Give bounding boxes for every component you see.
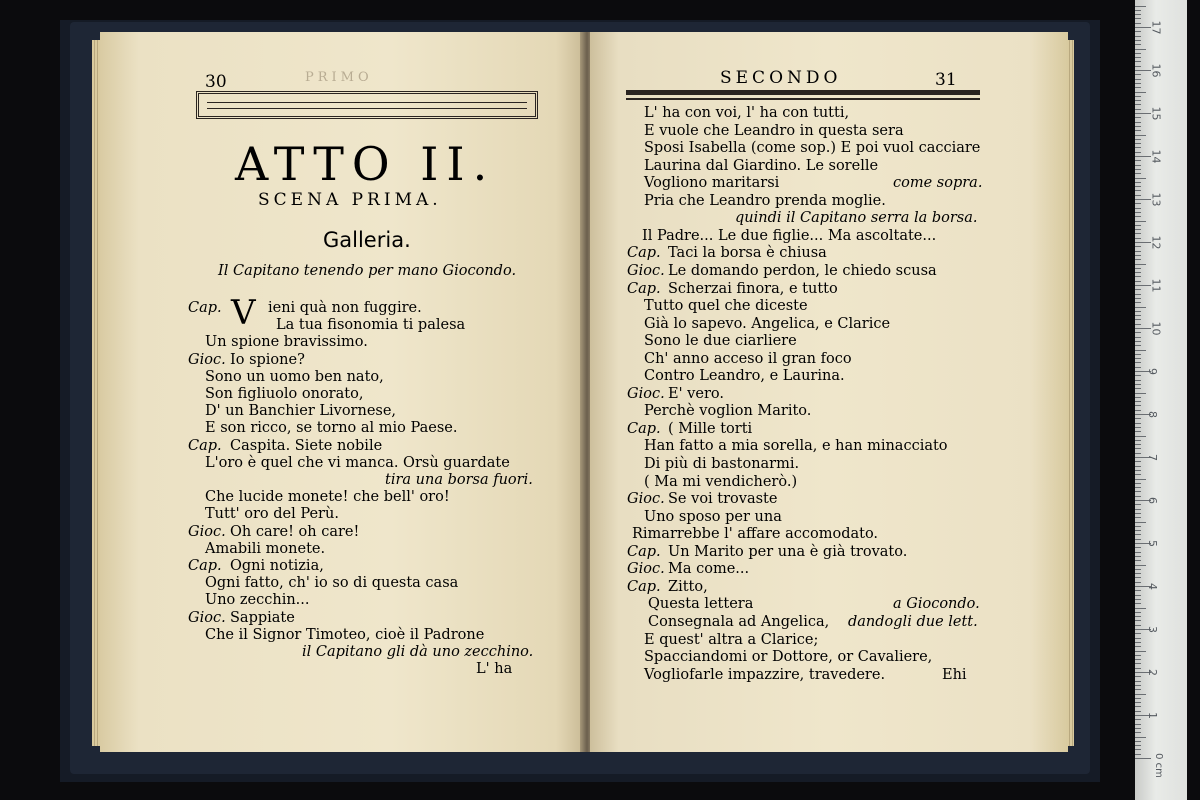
verse-line: E' vero. bbox=[668, 385, 724, 402]
verse-line: Un spione bravissimo. bbox=[205, 334, 368, 351]
verse-line: Amabili monete. bbox=[205, 540, 326, 557]
ruler-tick bbox=[1135, 565, 1146, 566]
ruler-tick bbox=[1135, 332, 1141, 333]
verse-line: L' ha bbox=[476, 661, 513, 678]
speaker-label: Gioc. bbox=[188, 351, 226, 368]
ruler-tick bbox=[1135, 603, 1141, 604]
ruler-tick bbox=[1135, 96, 1141, 97]
ruler-tick bbox=[1135, 651, 1146, 652]
ruler-tick bbox=[1135, 539, 1141, 540]
verse-line: La tua fisonomia ti palesa bbox=[276, 317, 466, 334]
verse-line: Consegnala ad Angelica, bbox=[648, 613, 830, 630]
ruler-number: 7 bbox=[1146, 454, 1159, 461]
ruler-tick bbox=[1135, 216, 1141, 217]
verse-line: Sposi Isabella (come sop.) E poi vuol cacciare bbox=[644, 140, 981, 157]
ruler-tick bbox=[1135, 504, 1141, 505]
ruler-tick bbox=[1135, 483, 1141, 484]
ruler-number: 8 bbox=[1146, 411, 1159, 418]
ruler-tick bbox=[1135, 702, 1141, 703]
left-page-number: 30 bbox=[205, 72, 227, 92]
ruler-tick bbox=[1135, 147, 1141, 148]
stage-direction-inline: come sopra. bbox=[893, 175, 983, 192]
ruler-tick bbox=[1135, 268, 1141, 269]
ruler-tick bbox=[1135, 694, 1146, 695]
ruler-tick bbox=[1135, 405, 1141, 406]
ruler-tick bbox=[1135, 741, 1141, 742]
ruler-tick bbox=[1135, 388, 1141, 389]
ruler-tick bbox=[1135, 530, 1141, 531]
ruler-tick bbox=[1135, 178, 1146, 179]
measuring-ruler bbox=[1135, 0, 1187, 800]
verse-line: Sono un uomo ben nato, bbox=[205, 368, 384, 385]
verse-line: Questa lettera bbox=[648, 596, 754, 613]
ruler-tick bbox=[1135, 259, 1141, 260]
ruler-tick bbox=[1135, 44, 1141, 45]
ruler-tick bbox=[1135, 190, 1141, 191]
ornamental-border bbox=[196, 91, 538, 119]
ruler-tick bbox=[1135, 401, 1141, 402]
ruler-tick bbox=[1135, 10, 1141, 11]
verse-line: Pria che Leandro prenda moglie. bbox=[644, 192, 886, 209]
verse-line: Contro Leandro, e Laurina. bbox=[644, 368, 845, 385]
ruler-tick bbox=[1135, 418, 1141, 419]
ruler-unit-label: 0 cm bbox=[1152, 753, 1164, 778]
ruler-tick bbox=[1135, 517, 1141, 518]
ruler-tick bbox=[1135, 130, 1141, 131]
ruler-tick bbox=[1135, 569, 1141, 570]
verse-line: Di più di bastonarmi. bbox=[644, 456, 800, 472]
ruler-tick bbox=[1135, 367, 1141, 368]
ruler-tick bbox=[1135, 552, 1141, 553]
ruler-tick bbox=[1135, 225, 1141, 226]
ruler-tick bbox=[1135, 18, 1141, 19]
right-page-number: 31 bbox=[935, 70, 957, 90]
verse-line: Ma come... bbox=[668, 561, 750, 578]
ruler-tick bbox=[1135, 126, 1141, 127]
ruler-tick bbox=[1135, 233, 1141, 234]
ruler-tick bbox=[1135, 595, 1141, 596]
running-head: SECONDO bbox=[720, 68, 842, 88]
ruler-tick bbox=[1135, 681, 1141, 682]
ruler-tick bbox=[1135, 61, 1141, 62]
ruler-number: 2 bbox=[1146, 669, 1159, 676]
ruler-tick bbox=[1135, 139, 1141, 140]
verse-line: Io spione? bbox=[230, 351, 305, 368]
ruler-tick bbox=[1135, 294, 1141, 295]
ghost-running-head: PRIMO bbox=[305, 70, 373, 85]
ruler-tick bbox=[1135, 625, 1141, 626]
ruler-tick bbox=[1135, 186, 1141, 187]
ruler-tick bbox=[1135, 221, 1146, 222]
ruler-number: 4 bbox=[1146, 583, 1159, 590]
ruler-tick bbox=[1135, 87, 1141, 88]
ruler-tick bbox=[1135, 749, 1141, 750]
ruler-tick bbox=[1135, 117, 1141, 118]
ruler-tick bbox=[1135, 573, 1141, 574]
ruler-tick bbox=[1135, 436, 1146, 437]
ruler-number: 12 bbox=[1149, 235, 1163, 250]
ruler-tick bbox=[1135, 560, 1141, 561]
verse-line: Vogliono maritarsi bbox=[644, 175, 780, 192]
ruler-tick bbox=[1135, 315, 1141, 316]
ruler-tick bbox=[1135, 676, 1141, 677]
ruler-tick bbox=[1135, 706, 1141, 707]
ruler-tick bbox=[1135, 440, 1141, 441]
ruler-tick bbox=[1135, 758, 1151, 759]
speaker-label: Gioc. bbox=[627, 491, 665, 508]
ruler-tick bbox=[1135, 337, 1141, 338]
ruler-tick bbox=[1135, 165, 1141, 166]
verse-line: E quest' altra a Clarice; bbox=[644, 631, 819, 648]
ruler-tick bbox=[1135, 109, 1141, 110]
ruler-number: 16 bbox=[1149, 63, 1163, 78]
ruler-tick bbox=[1135, 689, 1141, 690]
verse-line: Son figliuolo onorato, bbox=[205, 386, 364, 402]
speaker-label: Cap. bbox=[188, 558, 222, 574]
ruler-tick bbox=[1135, 208, 1141, 209]
speaker-label: Cap. bbox=[627, 420, 661, 437]
ruler-tick bbox=[1135, 698, 1141, 699]
ruler-tick bbox=[1135, 92, 1146, 93]
ruler-tick bbox=[1135, 444, 1141, 445]
stage-direction-inline: dandogli due lett. bbox=[848, 613, 978, 630]
ruler-tick bbox=[1135, 195, 1141, 196]
ruler-tick bbox=[1135, 474, 1141, 475]
ruler-tick bbox=[1135, 461, 1141, 462]
ruler-tick bbox=[1135, 479, 1146, 480]
ruler-tick bbox=[1135, 577, 1141, 578]
verse-line: Zitto, bbox=[668, 578, 708, 595]
ruler-tick bbox=[1135, 487, 1141, 488]
ruler-tick bbox=[1135, 522, 1146, 523]
verse-line: L'oro è quel che vi manca. Orsù guardate bbox=[205, 454, 510, 471]
ruler-tick bbox=[1135, 599, 1141, 600]
ruler-tick bbox=[1135, 122, 1141, 123]
ruler-tick bbox=[1135, 384, 1141, 385]
verse-line: L' ha con voi, l' ha con tutti, bbox=[644, 105, 850, 121]
ruler-tick bbox=[1135, 173, 1141, 174]
ruler-tick bbox=[1135, 380, 1141, 381]
verse-line: D' un Banchier Livornese, bbox=[205, 403, 397, 420]
ruler-tick bbox=[1135, 272, 1141, 273]
ruler-tick bbox=[1135, 590, 1141, 591]
verse-line: Laurina dal Giardino. Le sorelle bbox=[644, 157, 879, 174]
ruler-tick bbox=[1135, 556, 1141, 557]
ruler-number: 11 bbox=[1149, 278, 1163, 293]
ruler-tick bbox=[1135, 354, 1141, 355]
speaker-label: Cap. bbox=[188, 300, 222, 316]
verse-line: Spacciandomi or Dottore, or Cavaliere, bbox=[644, 649, 933, 666]
ruler-tick bbox=[1135, 393, 1146, 394]
ruler-tick bbox=[1135, 53, 1141, 54]
ruler-tick bbox=[1135, 431, 1141, 432]
ruler-tick bbox=[1135, 23, 1141, 24]
ruler-tick bbox=[1135, 423, 1141, 424]
verse-line: quindi il Capitano serra la borsa. bbox=[735, 210, 978, 227]
speaker-label: Cap. bbox=[627, 543, 661, 560]
ruler-tick bbox=[1135, 14, 1141, 15]
ruler-tick bbox=[1135, 646, 1141, 647]
ruler-tick bbox=[1135, 612, 1141, 613]
ruler-tick bbox=[1135, 264, 1146, 265]
ruler-tick bbox=[1135, 49, 1146, 50]
ruler-tick bbox=[1135, 255, 1141, 256]
speaker-label: Cap. bbox=[627, 280, 661, 297]
ruler-tick bbox=[1135, 616, 1141, 617]
ruler-tick bbox=[1135, 711, 1141, 712]
ruler-number: 10 bbox=[1149, 321, 1163, 336]
ruler-tick bbox=[1135, 655, 1141, 656]
ruler-tick bbox=[1135, 345, 1141, 346]
ruler-tick bbox=[1135, 100, 1141, 101]
stage-direction-inline: a Giocondo. bbox=[893, 596, 980, 613]
ruler-tick bbox=[1135, 307, 1146, 308]
verse-line: Taci la borsa è chiusa bbox=[668, 245, 827, 262]
ruler-tick bbox=[1135, 448, 1141, 449]
ruler-tick bbox=[1135, 160, 1141, 161]
verse-line: Uno zecchin... bbox=[205, 592, 310, 609]
ruler-tick bbox=[1135, 203, 1141, 204]
ruler-tick bbox=[1135, 453, 1141, 454]
ruler-tick bbox=[1135, 104, 1141, 105]
ruler-tick bbox=[1135, 182, 1141, 183]
ruler-tick bbox=[1135, 289, 1141, 290]
ruler-number: 9 bbox=[1146, 368, 1159, 375]
ruler-tick bbox=[1135, 642, 1141, 643]
ruler-tick bbox=[1135, 281, 1141, 282]
ruler-tick bbox=[1135, 31, 1141, 32]
ruler-number: 15 bbox=[1149, 106, 1163, 121]
ruler-tick bbox=[1135, 83, 1141, 84]
ruler-tick bbox=[1135, 319, 1141, 320]
verse-line: Che lucide monete! che bell' oro! bbox=[205, 489, 450, 506]
ruler-tick bbox=[1135, 633, 1141, 634]
speaker-label: Gioc. bbox=[188, 523, 226, 540]
verse-line: ( Mille torti bbox=[668, 420, 753, 437]
ruler-tick bbox=[1135, 513, 1141, 514]
ruler-number: 5 bbox=[1146, 540, 1159, 547]
ruler-tick bbox=[1135, 152, 1141, 153]
ruler-tick bbox=[1135, 638, 1141, 639]
ruler-tick bbox=[1135, 685, 1141, 686]
ruler-tick bbox=[1135, 79, 1141, 80]
ruler-number: 1 bbox=[1146, 712, 1159, 719]
verse-line: il Capitano gli dà uno zecchino. bbox=[302, 644, 534, 660]
ruler-tick bbox=[1135, 724, 1141, 725]
ruler-tick bbox=[1135, 745, 1141, 746]
ruler-tick bbox=[1135, 212, 1141, 213]
ruler-tick bbox=[1135, 397, 1141, 398]
verse-line: E vuole che Leandro in questa sera bbox=[644, 122, 904, 139]
speaker-label: Gioc. bbox=[627, 262, 665, 279]
ruler-tick bbox=[1135, 57, 1141, 58]
ruler-tick bbox=[1135, 470, 1141, 471]
ruler-tick bbox=[1135, 341, 1141, 342]
ruler-tick bbox=[1135, 509, 1141, 510]
ruler-tick bbox=[1135, 410, 1141, 411]
ruler-tick bbox=[1135, 668, 1141, 669]
header-rule-thin bbox=[626, 98, 980, 100]
speaker-label: Gioc. bbox=[627, 385, 665, 402]
header-rule bbox=[626, 90, 980, 95]
verse-line: Il Padre... Le due figlie... Ma ascoltate... bbox=[642, 227, 937, 244]
ruler-tick bbox=[1135, 36, 1141, 37]
drop-cap: V bbox=[231, 293, 256, 333]
act-title: ATTO II. bbox=[235, 137, 496, 191]
ruler-tick bbox=[1135, 659, 1141, 660]
ruler-tick bbox=[1135, 466, 1141, 467]
ruler-tick bbox=[1135, 375, 1141, 376]
ruler-tick bbox=[1135, 229, 1141, 230]
ruler-tick bbox=[1135, 663, 1141, 664]
verse-line: Ogni notizia, bbox=[230, 558, 324, 574]
ruler-tick bbox=[1135, 169, 1141, 170]
speaker-label: Gioc. bbox=[627, 561, 665, 578]
verse-line: ieni quà non fuggire. bbox=[268, 300, 422, 316]
verse-line: Ch' anno acceso il gran foco bbox=[644, 350, 852, 367]
verse-line: Sappiate bbox=[230, 609, 295, 626]
ruler-number: 3 bbox=[1146, 626, 1159, 633]
verse-line: Ogni fatto, ch' io so di questa casa bbox=[205, 575, 459, 592]
ruler-number: 14 bbox=[1149, 149, 1163, 164]
ruler-tick bbox=[1135, 754, 1141, 755]
verse-line: Tutt' oro del Perù. bbox=[205, 506, 339, 523]
ruler-number: 6 bbox=[1146, 497, 1159, 504]
verse-line: Già lo sapevo. Angelica, e Clarice bbox=[644, 315, 891, 332]
ruler-tick bbox=[1135, 40, 1141, 41]
verse-line: Se voi trovaste bbox=[668, 491, 778, 508]
verse-line: Rimarrebbe l' affare accomodato. bbox=[632, 526, 879, 543]
verse-line: tira una borsa fuori. bbox=[385, 472, 533, 488]
verse-line: Le domando perdon, le chiedo scusa bbox=[668, 262, 937, 279]
ruler-tick bbox=[1135, 74, 1141, 75]
speaker-label: Cap. bbox=[627, 245, 661, 262]
ruler-tick bbox=[1135, 238, 1141, 239]
ruler-tick bbox=[1135, 547, 1141, 548]
ruler-tick bbox=[1135, 737, 1146, 738]
verse-line: Oh care! oh care! bbox=[230, 523, 360, 540]
ruler-tick bbox=[1135, 491, 1141, 492]
ruler-number: 13 bbox=[1149, 192, 1163, 207]
ruler-tick bbox=[1135, 427, 1141, 428]
verse-line: Un Marito per una è già trovato. bbox=[668, 543, 908, 560]
verse-line: Tutto quel che diceste bbox=[644, 298, 808, 315]
ruler-tick bbox=[1135, 6, 1146, 7]
ruler-tick bbox=[1135, 608, 1146, 609]
ruler-tick bbox=[1135, 276, 1141, 277]
verse-line: Sono le due ciarliere bbox=[644, 333, 797, 350]
ruler-tick bbox=[1135, 719, 1141, 720]
speaker-label: Cap. bbox=[627, 578, 661, 595]
scene-title: SCENA PRIMA. bbox=[258, 190, 442, 210]
ruler-tick bbox=[1135, 582, 1141, 583]
ruler-tick bbox=[1135, 66, 1141, 67]
ruler-number: 17 bbox=[1149, 20, 1163, 35]
ruler-tick bbox=[1135, 496, 1141, 497]
verse-line: Vogliofarle impazzire, travedere. bbox=[644, 666, 886, 683]
ruler-tick bbox=[1135, 732, 1141, 733]
catchword: Ehi bbox=[942, 666, 967, 683]
stage-direction: Il Capitano tenendo per mano Giocondo. bbox=[218, 263, 517, 279]
ruler-tick bbox=[1135, 143, 1141, 144]
verse-line: Uno sposo per una bbox=[644, 508, 782, 525]
verse-line: Han fatto a mia sorella, e han minacciato bbox=[644, 438, 948, 455]
verse-line: Che il Signor Timoteo, cioè il Padrone bbox=[205, 626, 485, 643]
ruler-tick bbox=[1135, 302, 1141, 303]
verse-line: E son ricco, se torno al mio Paese. bbox=[205, 420, 458, 437]
ruler-tick bbox=[1135, 534, 1141, 535]
ruler-tick bbox=[1135, 324, 1141, 325]
ruler-tick bbox=[1135, 251, 1141, 252]
setting-title: Galleria. bbox=[323, 228, 411, 252]
ruler-tick bbox=[1135, 135, 1146, 136]
speaker-label: Cap. bbox=[188, 437, 222, 454]
ruler-tick bbox=[1135, 358, 1141, 359]
verse-line: Scherzai finora, e tutto bbox=[668, 280, 838, 297]
speaker-label: Gioc. bbox=[188, 609, 226, 626]
verse-line: ( Ma mi vendicherò.) bbox=[644, 473, 798, 490]
ruler-tick bbox=[1135, 311, 1141, 312]
verse-line: Caspita. Siete nobile bbox=[230, 437, 383, 454]
ruler-tick bbox=[1135, 620, 1141, 621]
ruler-tick bbox=[1135, 350, 1146, 351]
ruler-tick bbox=[1135, 246, 1141, 247]
ruler-tick bbox=[1135, 526, 1141, 527]
ruler-tick bbox=[1135, 362, 1141, 363]
ruler-tick bbox=[1135, 298, 1141, 299]
ruler-tick bbox=[1135, 728, 1141, 729]
verse-line: Perchè voglion Marito. bbox=[644, 403, 812, 420]
